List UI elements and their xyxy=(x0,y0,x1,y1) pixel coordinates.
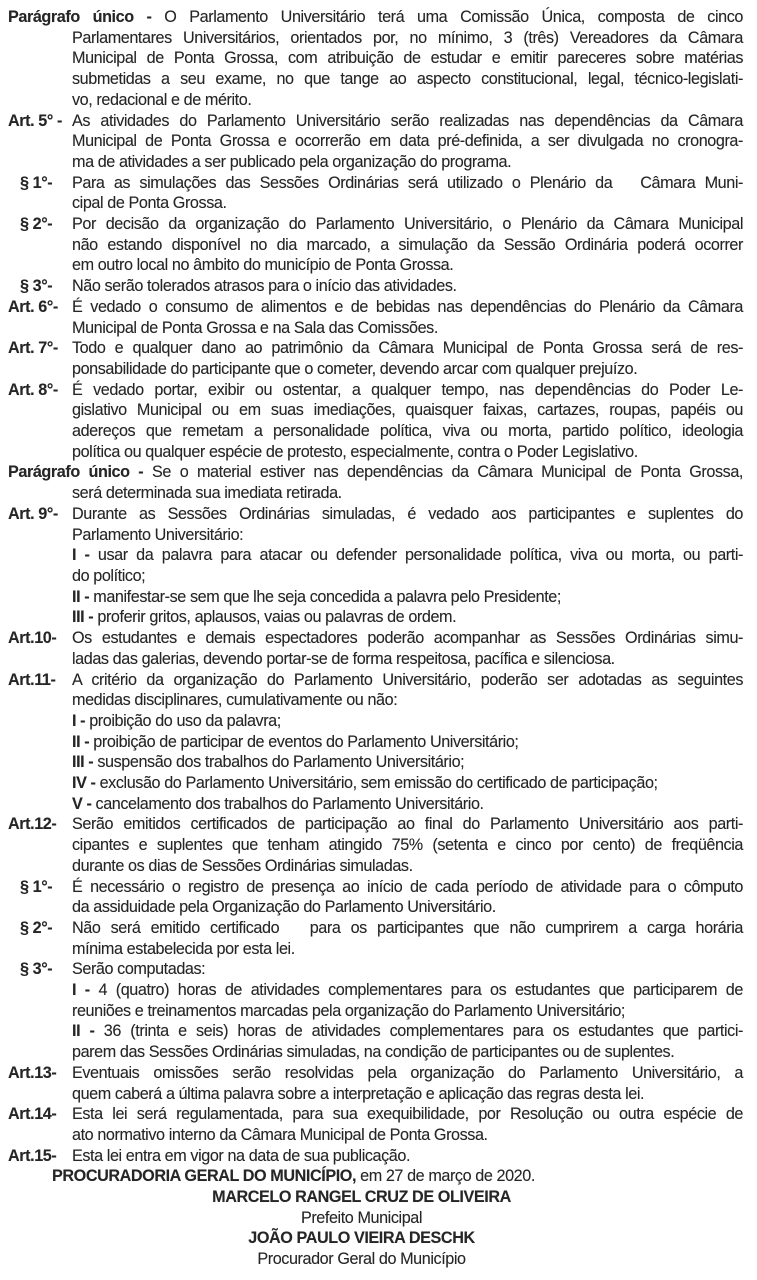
text-line xyxy=(8,918,743,939)
enactment-line xyxy=(52,1166,743,1187)
text-line: mínima estabelecida por esta lei. xyxy=(72,939,295,958)
text-line xyxy=(8,670,743,691)
paragraph-0-paragrafo-unico xyxy=(8,7,743,111)
text-line: Os estudantes e demais espectadores poderão acompanhar as Sessões Ordinárias simu- xyxy=(72,629,743,648)
paragraph-18-iv xyxy=(8,773,743,794)
text-line: II - manifestar-se sem que lhe seja concedida a palavra pelo Presidente; xyxy=(72,587,561,606)
paragraph-15-i xyxy=(8,711,743,732)
text-line xyxy=(8,338,743,359)
text-line: I - usar da palavra para atacar ou defender personalidade política, viva ou morta, ou parti- xyxy=(72,546,743,565)
paragraph-label: Art.11- xyxy=(8,670,56,689)
paragraph-label: V - xyxy=(72,794,92,813)
paragraph-label: IV - xyxy=(72,774,96,793)
text-line: gislativo Municipal ou em suas imediações, quaisquer faixas, cartazes, roupas, papéis ou xyxy=(72,401,743,420)
paragraph-label: Art.15- xyxy=(8,1146,57,1165)
text-line: Municipal de Ponta Grossa e ocorrerão em data pré-definida, a ser divulgada no cronogra- xyxy=(72,132,743,151)
paragraph-label: Art. 6°- xyxy=(8,297,58,316)
paragraph-17-iii xyxy=(8,752,743,773)
paragraph-7-art-8 xyxy=(8,380,743,463)
text-line xyxy=(8,380,743,401)
paragraph-label: I - xyxy=(72,711,86,730)
paragraph-10-i xyxy=(8,545,743,586)
paragraph-label: Art.12- xyxy=(8,815,57,834)
text-line: do político; xyxy=(72,566,146,585)
paragraph-label: I - xyxy=(72,981,90,1000)
text-line: Eventuais omissões serão resolvidas pela organização do Parlamento Universitário, a xyxy=(72,1063,743,1082)
paragraph-25-ii xyxy=(8,1021,743,1062)
paragraph-label: II - xyxy=(72,587,90,606)
paragraph-4-3 xyxy=(8,276,743,297)
text-line xyxy=(8,1063,743,1084)
paragraph-8-paragrafo-unico xyxy=(8,462,743,503)
paragraph-14-art-11 xyxy=(8,670,743,711)
paragraph-20-art-12 xyxy=(8,814,743,876)
paragraph-28-art-15 xyxy=(8,1146,743,1167)
paragraph-5-art-6 xyxy=(8,297,743,338)
text-line: parem das Sessões Ordinárias simuladas, na condição de participantes ou de suplentes. xyxy=(72,1043,675,1062)
text-line: ato normativo interno da Câmara Municipal de Ponta Grossa. xyxy=(72,1125,488,1144)
paragraph-3-2 xyxy=(8,214,743,276)
text-line: medidas disciplinares, cumulativamente ou não: xyxy=(72,691,398,710)
paragraph-label: § 1°- xyxy=(20,173,53,192)
paragraph-label: II - xyxy=(72,1022,95,1041)
paragraph-label: § 3°- xyxy=(20,960,53,979)
text-line: Por decisão da organização do Parlamento Universitário, o Plenário da Câmara Municipal xyxy=(72,215,743,234)
text-line: Municipal de Ponta Grossa e na Sala das Comissões. xyxy=(72,318,438,337)
paragraph-16-ii xyxy=(8,732,743,753)
paragraph-22-2 xyxy=(8,918,743,959)
text-line: quem caberá a última palavra sobre a interpretação e aplicação das regras desta lei. xyxy=(72,1084,645,1103)
paragraph-26-art-13 xyxy=(8,1063,743,1104)
paragraph-24-i xyxy=(8,980,743,1021)
paragraph-1-art-5 xyxy=(8,111,743,173)
paragraph-label: Parágrafo único - xyxy=(8,463,144,482)
text-line: Serão computadas: xyxy=(72,960,206,979)
text-line: É vedado o consumo de alimentos e de bebidas nas dependências do Plenário da Câmara xyxy=(72,297,743,316)
text-line: Parlamentares Universitários, orientados por, no mínimo, 3 (três) Vereadores da Câmara xyxy=(72,28,743,47)
text-line: As atividades do Parlamento Universitário serão realizadas nas dependências da Câmara xyxy=(72,111,743,130)
paragraph-27-art-14 xyxy=(8,1104,743,1145)
paragraph-label: I - xyxy=(72,546,90,565)
text-line xyxy=(8,1104,743,1125)
paragraph-label: Art.14- xyxy=(8,1105,57,1124)
paragraph-label: § 1°- xyxy=(20,877,53,896)
text-line xyxy=(8,111,743,132)
paragraph-6-art-7 xyxy=(8,338,743,379)
text-line: É necessário o registro de presença ao início de cada período de atividade para o cômputo xyxy=(72,877,743,896)
text-line: II - 36 (trinta e seis) horas de atividades complementares para os estudantes que partici- xyxy=(72,1022,744,1041)
text-line: Não serão tolerados atrasos para o início das atividades. xyxy=(72,277,457,296)
text-line: II - proibição de participar de eventos do Parlamento Universitário; xyxy=(72,732,519,751)
text-line xyxy=(8,1146,743,1167)
paragraph-label: § 3°- xyxy=(20,277,53,296)
text-line: IV - exclusão do Parlamento Universitário, sem emissão do certificado de participação; xyxy=(72,774,658,793)
text-line: cipal de Ponta Grossa. xyxy=(72,194,227,213)
text-line: Não será emitido certificado para os participantes que não cumprirem a carga horária xyxy=(72,918,743,937)
text-line: da assiduidade pela Organização do Parlamento Universitário. xyxy=(72,898,496,917)
signatory-name: JOÃO PAULO VIEIRA DESCHK xyxy=(248,1229,475,1248)
paragraph-label: Art.13- xyxy=(8,1063,57,1082)
signatory-title: Procurador Geral do Município xyxy=(257,1250,466,1269)
paragraph-label: Art. 8°- xyxy=(8,380,58,399)
paragraph-12-iii xyxy=(8,607,743,628)
text-line: em outro local no âmbito do município de Ponta Grossa. xyxy=(72,256,454,275)
paragraph-label: II - xyxy=(72,732,90,751)
paragraph-label: Art.10- xyxy=(8,629,57,648)
text-line: Esta lei será regulamentada, para sua exequibilidade, por Resolução ou outra espécie de xyxy=(72,1105,743,1124)
document-body xyxy=(8,7,743,1166)
text-line: A critério da organização do Parlamento Universitário, poderão ser adotadas as seguintes xyxy=(72,670,743,689)
signatory-title: Prefeito Municipal xyxy=(300,1208,423,1227)
text-line xyxy=(8,297,743,318)
text-line: política ou qualquer espécie de protesto, especialmente, contra o Poder Legislativo. xyxy=(72,442,638,461)
paragraph-2-1 xyxy=(8,173,743,214)
text-line xyxy=(8,628,743,649)
paragraph-label: Art. 5° - xyxy=(8,111,62,130)
text-line: submetidas a seu exame, no que tange ao aspecto constitucional, legal, técnico-legislati- xyxy=(72,70,743,89)
text-line: Parlamento Universitário: xyxy=(72,525,244,544)
text-line: não estando disponível no dia marcado, a simulação da Sessão Ordinária poderá ocorrer xyxy=(72,235,743,254)
paragraph-9-art-9 xyxy=(8,504,743,545)
paragraph-19-v xyxy=(8,794,743,815)
text-line xyxy=(8,214,743,235)
text-line: Serão emitidos certificados de participação ao final do Parlamento Universitário aos parti- xyxy=(72,815,743,834)
text-line: Municipal de Ponta Grossa, com atribuição de estudar e emitir pareceres sobre matérias xyxy=(72,49,743,68)
text-line: I - 4 (quatro) horas de atividades complementares para os estudantes que participarem de xyxy=(72,981,743,1000)
text-line: vo, redacional e de mérito. xyxy=(72,90,252,109)
text-line: V - cancelamento dos trabalhos do Parlamento Universitário. xyxy=(72,794,484,813)
paragraph-21-1 xyxy=(8,877,743,918)
enactment-date: em 27 de março de 2020. xyxy=(356,1167,535,1186)
text-line xyxy=(8,814,743,835)
text-line: ladas das galerias, devendo portar-se de forma respeitosa, pacífica e silenciosa. xyxy=(72,649,615,668)
text-line: Parágrafo único - O Parlamento Universitário terá uma Comissão Única, composta de cinco xyxy=(8,8,743,26)
paragraph-23-3 xyxy=(8,959,743,980)
text-line: ponsabilidade do participante que o cometer, devendo arcar com qualquer prejuízo. xyxy=(72,359,638,378)
text-line xyxy=(8,504,743,525)
text-line: cipantes e suplentes que tenham atingido 75% (setenta e cinco por cento) de freqüência xyxy=(72,836,743,855)
signatory-name: MARCELO RANGEL CRUZ DE OLIVEIRA xyxy=(212,1188,511,1207)
signature-block xyxy=(8,1166,743,1270)
text-line xyxy=(8,877,743,898)
text-line: será determinada sua imediata retirada. xyxy=(72,484,342,503)
text-line xyxy=(8,173,743,194)
text-line: durante os dias de Sessões Ordinárias simuladas. xyxy=(72,856,413,875)
paragraph-label: III - xyxy=(72,753,94,772)
paragraph-label: Art. 7°- xyxy=(8,339,58,358)
paragraph-label: III - xyxy=(72,608,94,627)
paragraph-11-ii xyxy=(8,587,743,608)
text-line: I - proibição do uso da palavra; xyxy=(72,711,281,730)
text-line: ma de atividades a ser publicado pela organização do programa. xyxy=(72,152,512,171)
text-line: III - proferir gritos, aplausos, vaias ou palavras de ordem. xyxy=(72,608,457,627)
text-line: Durante as Sessões Ordinárias simuladas, é vedado aos participantes e suplentes do xyxy=(72,504,743,523)
text-line: Todo e qualquer dano ao patrimônio da Câmara Municipal de Ponta Grossa será de res- xyxy=(72,339,743,358)
text-line: reuniões e treinamentos marcadas pela organização do Parlamento Universitário; xyxy=(72,1001,626,1020)
text-line xyxy=(8,276,743,297)
paragraph-13-art-10 xyxy=(8,628,743,669)
text-line xyxy=(8,959,743,980)
text-line: Esta lei entra em vigor na data de sua publicação. xyxy=(72,1146,411,1165)
paragraph-label: Art. 9°- xyxy=(8,504,58,523)
paragraph-label: § 2°- xyxy=(20,918,53,937)
text-line: É vedado portar, exibir ou ostentar, a qualquer tempo, nas dependências do Poder Le- xyxy=(72,380,743,399)
paragraph-label: Parágrafo único - xyxy=(8,8,152,26)
text-line: III - suspensão dos trabalhos do Parlamento Universitário; xyxy=(72,753,465,772)
text-line: adereços que remetam a personalidade política, viva ou morta, partido político, ideologia xyxy=(72,422,743,441)
office-name: PROCURADORIA GERAL DO MUNICÍPIO, xyxy=(52,1167,357,1186)
text-line: Para as simulações das Sessões Ordinárias será utilizado o Plenário da Câmara Muni- xyxy=(72,173,743,192)
text-line: Parágrafo único - Se o material estiver nas dependências da Câmara Municipal de Ponta Grossa, xyxy=(8,463,743,482)
paragraph-label: § 2°- xyxy=(20,215,53,234)
